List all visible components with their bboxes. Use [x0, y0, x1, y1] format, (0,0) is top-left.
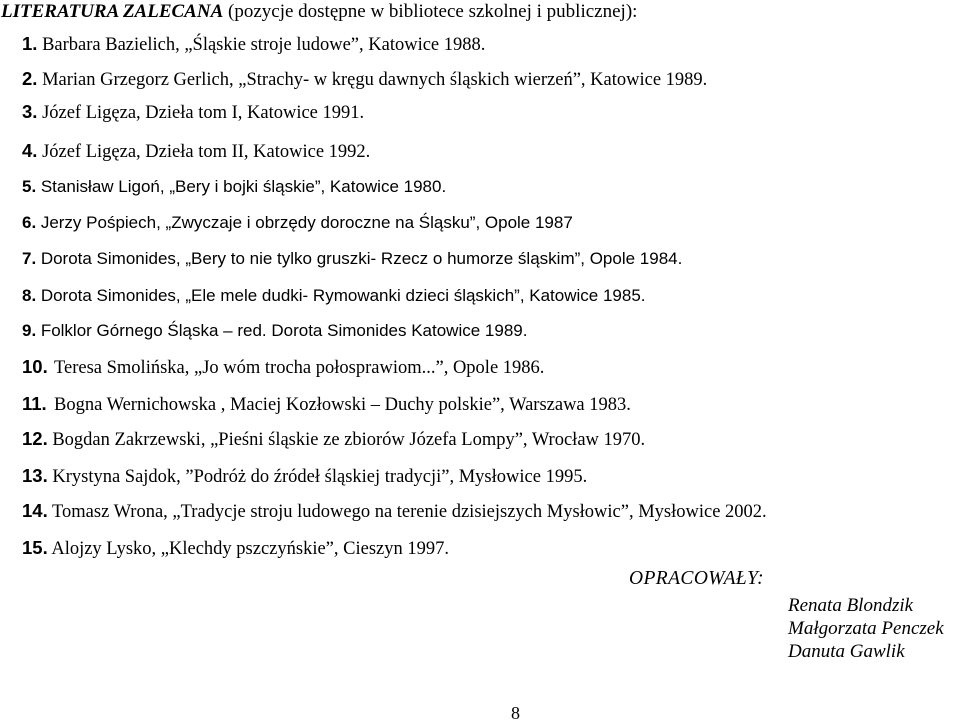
list-item-number: 6.: [22, 213, 37, 232]
list-item: [22, 284, 646, 308]
list-item: [22, 392, 631, 417]
list-item-text: Dorota Simonides, „Bery to nie tylko gruszki- Rzecz o humorze śląskim”, Opole 1984.: [40, 249, 683, 268]
list-item-text: Marian Grzegorz Gerlich, „Strachy- w kręgu dawnych śląskich wierzeń”, Katowice 1989.: [42, 70, 708, 90]
list-item: [22, 499, 767, 524]
list-item-number: 13.: [22, 465, 48, 486]
list-item-number: 2.: [22, 68, 38, 89]
header-title: LITERATURA ZALECANA: [1, 1, 224, 22]
list-item: [22, 427, 645, 452]
list-item: [22, 536, 449, 561]
list-item-number: 1.: [22, 33, 38, 54]
list-item-text: Jerzy Pośpiech, „Zwyczaje i obrzędy doroczne na Śląsku”, Opole 1987: [40, 213, 573, 232]
list-item: [22, 247, 682, 271]
list-item-number: 4.: [22, 140, 38, 161]
list-item-number: 3.: [22, 101, 38, 122]
list-item-number: 15.: [22, 537, 48, 558]
list-item: [22, 32, 485, 57]
list-item: [22, 100, 364, 125]
list-item-text: Tomasz Wrona, „Tradycje stroju ludowego na terenie dzisiejszych Mysłowic”, Mysłowice 2002.: [52, 502, 767, 522]
signers: [788, 594, 944, 663]
list-item-text: Józef Ligęza, Dzieła tom II, Katowice 1992.: [42, 142, 371, 162]
list-item: [22, 319, 527, 343]
list-item-text: Barbara Bazielich, „Śląskie stroje ludowe”, Katowice 1988.: [42, 35, 486, 55]
list-item-text: Folklor Górnego Śląska – red. Dorota Simonides Katowice 1989.: [40, 321, 528, 340]
header-subtitle: (pozycje dostępne w bibliotece szkolnej i publicznej):: [223, 1, 638, 22]
list-item-text: Bogna Wernichowska , Maciej Kozłowski – Duchy polskie”, Warszawa 1983.: [54, 395, 631, 415]
list-item: [22, 139, 370, 164]
list-item-text: Krystyna Sajdok, ”Podróż do źródeł śląskiej tradycji”, Mysłowice 1995.: [52, 467, 588, 487]
list-item: [22, 464, 587, 489]
list-item-text: Bogdan Zakrzewski, „Pieśni śląskie ze zbiorów Józefa Lompy”, Wrocław 1970.: [52, 430, 646, 450]
list-item-number: 5.: [22, 177, 37, 196]
signer-name: Małgorzata Penczek: [788, 618, 944, 639]
list-item-number: 10.: [22, 356, 48, 377]
list-item-number: 14.: [22, 500, 48, 521]
list-item: [22, 211, 573, 235]
list-item-text: Józef Ligęza, Dzieła tom I, Katowice 1991.: [42, 103, 365, 123]
signer-name: Danuta Gawlik: [788, 641, 905, 662]
signature-title: OPRACOWAŁY:: [629, 568, 765, 589]
list-item: [22, 67, 707, 92]
list-item-number: 12.: [22, 428, 48, 449]
list-item-text: Teresa Smolińska, „Jo wóm trocha połosprawiom...”, Opole 1986.: [54, 358, 545, 378]
header: [1, 0, 637, 24]
list-item-number: 11.: [22, 393, 47, 414]
list-item: [22, 175, 446, 199]
list-item: [22, 355, 544, 380]
page-number: 8: [511, 703, 520, 723]
list-item-number: 8.: [22, 286, 37, 305]
list-item-number: 7.: [22, 249, 37, 268]
list-item-text: Dorota Simonides, „Ele mele dudki- Rymowanki dzieci śląskich”, Katowice 1985.: [40, 286, 646, 305]
list-item-text: Stanisław Ligoń, „Bery i bojki śląskie”, Katowice 1980.: [40, 177, 447, 196]
list-item-number: 9.: [22, 321, 37, 340]
signer-name: Renata Blondzik: [788, 595, 914, 616]
list-item-text: Alojzy Lysko, „Klechdy pszczyńskie”, Cieszyn 1997.: [51, 539, 449, 559]
